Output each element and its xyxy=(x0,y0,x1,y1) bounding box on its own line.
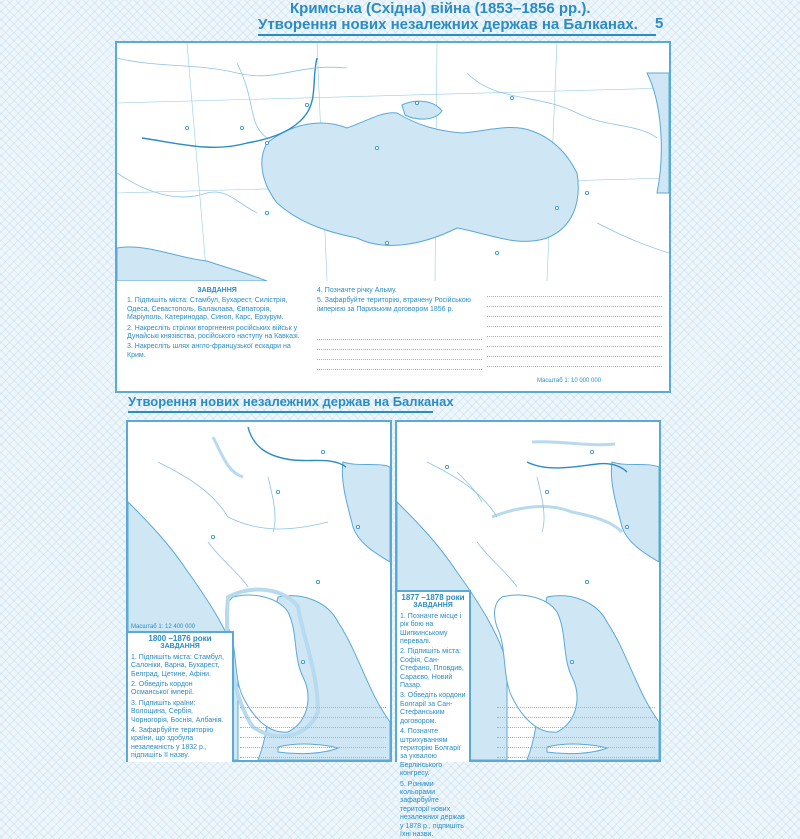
balkans-left-answer-lines xyxy=(240,698,386,758)
balkans-right-task-2: 2. Підпишіть міста: Софія, Сан-Стефано, Пловдив, Сараєво, Новий Пазар. xyxy=(400,648,464,690)
balkans-left-task-3: 3. Підпишіть країни: Волощина, Сербія, Чорногорія, Боснія, Албанія. xyxy=(131,699,224,724)
crimea-task-3: 3. Накресліть шлях англо-французької ескадри на Крим. xyxy=(127,343,291,359)
balkans-right-task-4: 4. Позначте штрихуванням територію Болгарії за ухвалою Берлінського конгресу. xyxy=(400,728,461,778)
crimea-task-1: 1. Підпишіть міста: Стамбул, Бухарест, Силістрія, Одеса, Севастополь, Балаклава, Євпаторія, Маріуполь, Катеринодар, Синоп, Карс, Ерзурум. xyxy=(127,297,288,322)
period-1877-1878: 1877 –1878 роки xyxy=(401,593,465,602)
balkans-right-task-5: 5. Різними кольорами зафарбуйте території нових незалежних держав у 1878 р., підпишіть їхні назви. xyxy=(400,780,465,838)
crimea-task-box xyxy=(127,287,307,362)
balkans-right-answer-lines xyxy=(497,698,655,758)
balkans-left-task-4: 4. Зафарбуйте територію країни, що здобула незалежність у 1832 р., підпишіть її назву. xyxy=(131,727,214,760)
balkans-right-task-3: 3. Обведіть кордони Болгарії за Сан-Стефанським договором. xyxy=(400,692,466,725)
balkans-right-task-box xyxy=(397,590,471,838)
crimea-answer-lines-left xyxy=(317,330,482,370)
crimea-task-heading: ЗАВДАННЯ xyxy=(197,287,237,294)
page-number: 5 xyxy=(655,15,664,32)
crimea-task-5: 5. Зафарбуйте територію, втрачену Російською імперією за Паризьким договором 1856 р. xyxy=(317,297,472,313)
crimea-map-panel xyxy=(115,41,671,393)
balkans-left-scale: Масштаб 1: 12 400 000 xyxy=(131,624,196,630)
page-title-line2: Утворення нових незалежних держав на Балканах. xyxy=(258,16,638,33)
crimea-scale: Масштаб 1: 10 000 000 xyxy=(537,378,602,384)
balkans-left-map-panel xyxy=(126,420,392,762)
crimea-task-2: 2. Накресліть стрілки вторгнення російських військ у Дунайські князівства, російського наступу на Кавказі. xyxy=(127,324,300,341)
crimea-map xyxy=(117,43,669,281)
balkans-right-task-1: 1. Позначте місце і рік бою на Шипкинському перевалі. xyxy=(400,612,462,646)
period-1800-1876: 1800 –1876 роки xyxy=(148,634,212,643)
crimea-task-4: 4. Позначте річку Альму. xyxy=(317,287,397,294)
crimea-task-box-2 xyxy=(317,287,477,316)
balkans-right-task-heading: ЗАВДАННЯ xyxy=(413,602,453,610)
balkans-section-title: Утворення нових незалежних держав на Балканах xyxy=(128,394,454,409)
balkans-left-task-2: 2. Обведіть кордон Османської імперії. xyxy=(131,681,194,697)
section-underline xyxy=(128,411,433,413)
balkans-right-map-panel xyxy=(395,420,661,838)
page-title-line1: Кримська (Східна) війна (1853–1856 рр.). xyxy=(290,0,591,17)
balkans-left-task-heading: ЗАВДАННЯ xyxy=(160,643,200,651)
balkans-left-task-box xyxy=(128,631,234,762)
crimea-answer-lines-right xyxy=(487,287,662,367)
balkans-left-task-1: 1. Підпишіть міста: Стамбул, Салоніки, Варна, Бухарест, Белград, Цетине, Афіни. xyxy=(131,653,224,678)
title-underline xyxy=(258,34,656,36)
